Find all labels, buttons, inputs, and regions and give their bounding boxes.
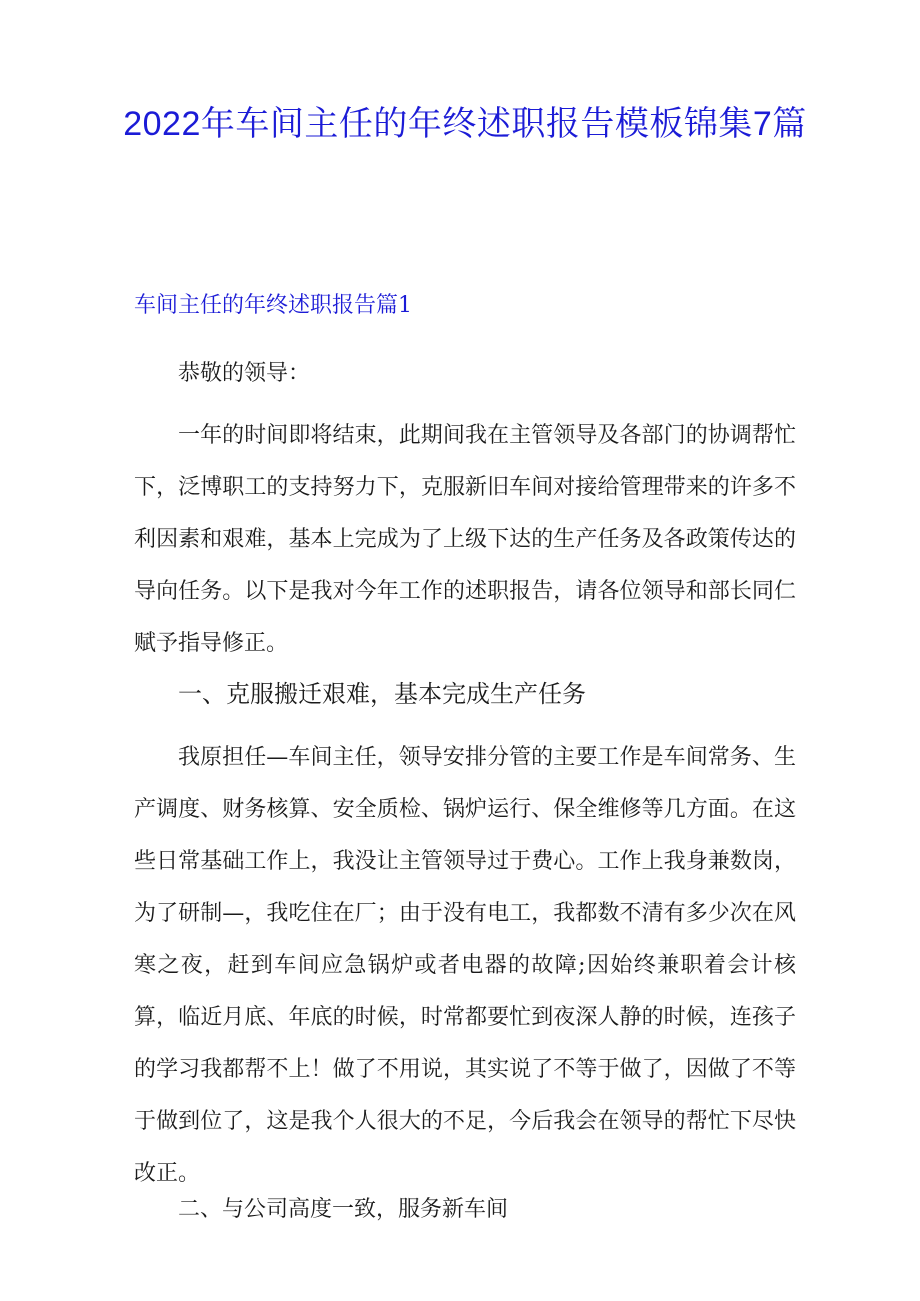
subheading-2: 二、与公司高度一致，服务新车间 bbox=[178, 1197, 509, 1222]
subheading-1: 一、克服搬迁艰难，基本完成生产任务 bbox=[178, 680, 586, 708]
section-title: 车间主任的年终述职报告篇1 bbox=[134, 293, 412, 318]
document-title: 2022年车间主任的年终述职报告模板锦集7篇 bbox=[123, 105, 807, 143]
paragraph-work: 我原担任—车间主任，领导安排分管的主要工作是车间常务、生产调度、财务核算、安全质检、锅炉运行、保全维修等几方面。在这些日常基础工作上，我没让主管领导过于费心。工作上我身兼数岗，为了研制—，我吃住在厂；由于没有电工，我都数不清有多少次在风寒之夜，赶到车间应急锅炉或者电器的故障;因始终兼职着会计核算，临近月底、年底的时候，时常都要忙到夜深人静的时候，连孩子的学习我都帮不上！做了不用说，其实说了不等于做了，因做了不等于做到位了，这是我个人很大的不足，今后我会在领导的帮忙下尽快改正。 bbox=[134, 745, 796, 1186]
paragraph-intro: 一年的时间即将结束，此期间我在主管领导及各部门的协调帮忙下，泛博职工的支持努力下，克服新旧车间对接给管理带来的许多不利因素和艰难，基本上完成为了上级下达的生产任务及各政策传达的导向任务。以下是我对今年工作的述职报告，请各位领导和部长同仁赋予指导修正。 bbox=[134, 423, 796, 656]
salutation: 恭敬的领导： bbox=[178, 361, 311, 386]
